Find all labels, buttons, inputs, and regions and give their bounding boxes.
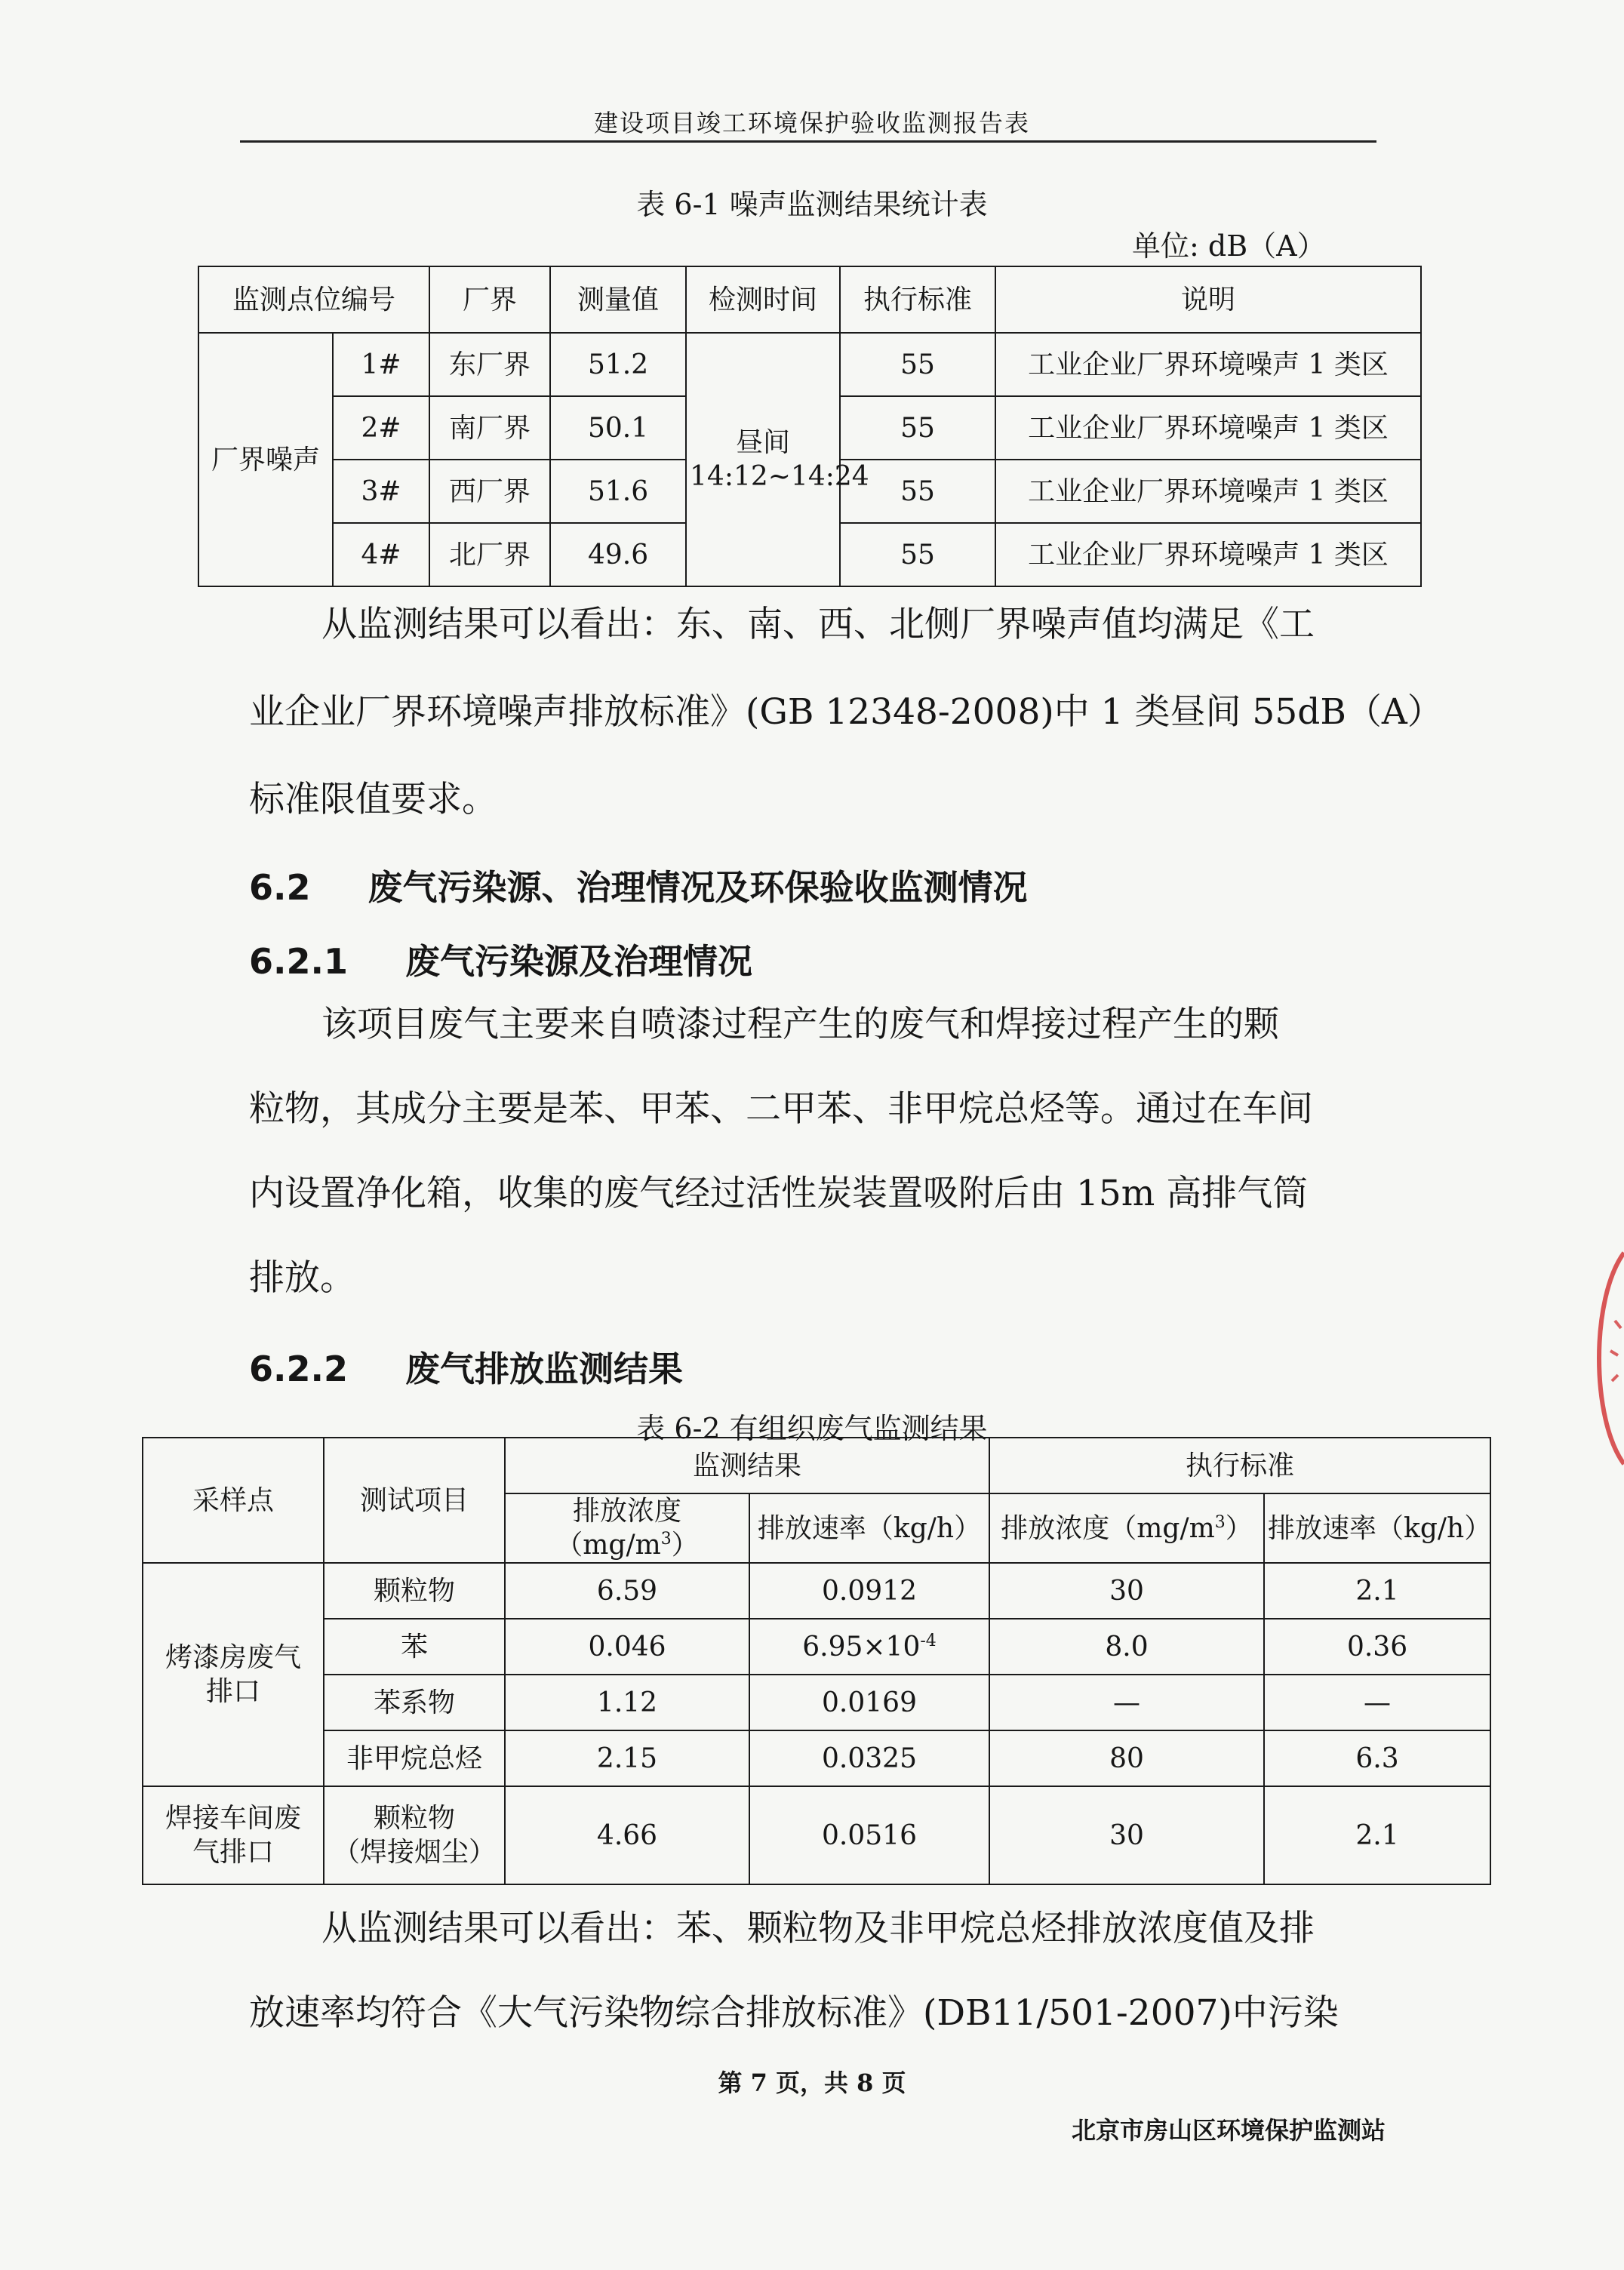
section-title: 废气污染源、治理情况及环保验收监测情况 [368,867,1028,908]
organization-name: 北京市房山区环境保护监测站 [1072,2116,1386,2145]
std-rate: 6.3 [1264,1730,1490,1786]
page-number: 第 7 页，共 8 页 [718,2069,906,2097]
standard: 55 [840,460,995,523]
standard: 55 [840,333,995,396]
th-side: 厂界 [429,266,550,333]
th-note: 说明 [995,266,1421,333]
th-standard: 执行标准 [989,1438,1490,1493]
time-range: 14:12~14:24 [690,461,869,492]
conc-unit-label: 排放浓度（mg/m [1001,1512,1215,1544]
site-label-line: 气排口 [192,1837,274,1868]
table-row [143,1786,1490,1884]
rate-base: 6.95×10 [802,1631,921,1663]
section-number: 6.2.2 [249,1349,348,1389]
para2-line2: 粒物，其成分主要是苯、甲苯、二甲苯、非甲烷总烃等。通过在车间 [249,1088,1313,1130]
std-conc: 30 [989,1563,1264,1619]
red-seal-stamp [1585,1245,1624,1472]
rate-exponent: -4 [920,1631,937,1650]
std-conc: 8.0 [989,1619,1264,1675]
section-title: 废气污染源及治理情况 [405,941,753,982]
std-conc: 80 [989,1730,1264,1786]
table-row [143,1619,1490,1675]
site-paint-booth [143,1563,324,1786]
site-label-line: 排口 [205,1676,260,1707]
table-row [143,1730,1490,1786]
item: 颗粒物 [324,1563,505,1619]
exhaust-conclusion [249,1900,1396,2036]
conc: 6.59 [505,1563,749,1619]
th-std-conc: 排放浓度$(mg/m^3)$ [989,1493,1264,1563]
std-rate: 0.36 [1264,1619,1490,1675]
section-title: 废气排放监测结果 [405,1349,684,1389]
point-id: 2# [333,396,429,460]
noise-conclusion [249,596,1443,823]
exhaust-table [142,1437,1491,1885]
para1-line1: 从监测结果可以看出：东、南、西、北侧厂界噪声值均满足《工 [321,604,1315,645]
table1-unit: 单位: dB（A） [1132,229,1326,263]
item-line: 颗粒物 [373,1803,455,1834]
group-label: 厂界噪声 [198,333,333,586]
table2-caption: 表 6-2 有组织废气监测结果 [636,1412,988,1445]
point-id: 4# [333,523,429,586]
th-item: 测试项目 [324,1438,505,1563]
point-id: 3# [333,460,429,523]
section-heading-6-2 [249,860,1028,910]
para2-line1: 该项目废气主要来自喷漆过程产生的废气和焊接过程产生的颗 [321,1004,1279,1045]
para2-line3: 内设置净化箱，收集的废气经过活性炭装置吸附后由 15m 高排气筒 [249,1173,1309,1214]
page-header: 建设项目竣工环境保护验收监测报告表 [593,109,1030,137]
note: 工业企业厂界环境噪声 1 类区 [995,460,1421,523]
side: 东厂界 [429,333,550,396]
th-std-rate: 排放速率（kg/h） [1264,1493,1490,1563]
rate: 0.0169 [749,1675,989,1730]
th-rate: 排放速率（kg/h） [749,1493,989,1563]
conc: 0.046 [505,1619,749,1675]
std-rate: 2.1 [1264,1563,1490,1619]
th-site: 采样点 [143,1438,324,1563]
rate: 0.0325 [749,1730,989,1786]
time-cell [686,333,869,586]
standard: 55 [840,396,995,460]
side: 南厂界 [429,396,550,460]
std-rate: — [1264,1675,1490,1730]
para1-line2: 业企业厂界环境噪声排放标准》(GB 12348-2008)中 1 类昼间 55dB（A） [249,691,1443,733]
th-value: 测量值 [550,266,686,333]
noise-table [198,266,1422,587]
th-point-id: 监测点位编号 [198,266,429,333]
conc: 4.66 [505,1786,749,1884]
table-row [143,1563,1490,1619]
rate: 0.0516 [749,1786,989,1884]
section-number: 6.2.1 [249,941,348,982]
value: 49.6 [550,523,686,586]
rate [749,1619,989,1675]
para3-line1: 从监测结果可以看出：苯、颗粒物及非甲烷总烃排放浓度值及排 [321,1908,1315,1949]
th-standard: 执行标准 [840,266,995,333]
side: 西厂界 [429,460,550,523]
para1-line3: 标准限值要求。 [249,779,497,820]
std-conc: — [989,1675,1264,1730]
th-conc: 排放浓度$(mg/m^3)$ [505,1493,749,1563]
section-heading-6-2-2 [249,1342,683,1392]
std-rate: 2.1 [1264,1786,1490,1884]
item [324,1786,505,1884]
table1-caption: 表 6-1 噪声监测结果统计表 [636,188,988,221]
exhaust-source-paragraph [249,996,1396,1298]
std-conc: 30 [989,1786,1264,1884]
side: 北厂界 [429,523,550,586]
table-row [198,333,1421,396]
item: 苯 [324,1619,505,1675]
conc: 2.15 [505,1730,749,1786]
conc: 1.12 [505,1675,749,1730]
value: 50.1 [550,396,686,460]
para3-line2: 放速率均符合《大气污染物综合排放标准》(DB11/501-2007)中污染 [249,1992,1339,2034]
header-divider [240,140,1376,143]
note: 工业企业厂界环境噪声 1 类区 [995,396,1421,460]
standard: 55 [840,523,995,586]
table-row [143,1675,1490,1730]
th-result: 监测结果 [505,1438,989,1493]
item: 非甲烷总烃 [324,1730,505,1786]
conc-unit-label: 排放浓度（mg/m [555,1496,681,1561]
value: 51.6 [550,460,686,523]
item: 苯系物 [324,1675,505,1730]
rate: 0.0912 [749,1563,989,1619]
point-id: 1# [333,333,429,396]
site-label-line: 焊接车间废 [165,1803,301,1834]
note: 工业企业厂界环境噪声 1 类区 [995,523,1421,586]
note: 工业企业厂界环境噪声 1 类区 [995,333,1421,396]
section-number: 6.2 [249,867,311,908]
para2-line4: 排放。 [249,1257,355,1299]
item-line: （焊接烟尘） [332,1837,496,1868]
value: 51.2 [550,333,686,396]
section-heading-6-2-1 [249,934,752,984]
site-welding-shop [143,1786,324,1884]
site-label-line: 烤漆房废气 [165,1642,301,1673]
time-label: 昼间 [736,427,791,458]
th-time: 检测时间 [686,266,840,333]
